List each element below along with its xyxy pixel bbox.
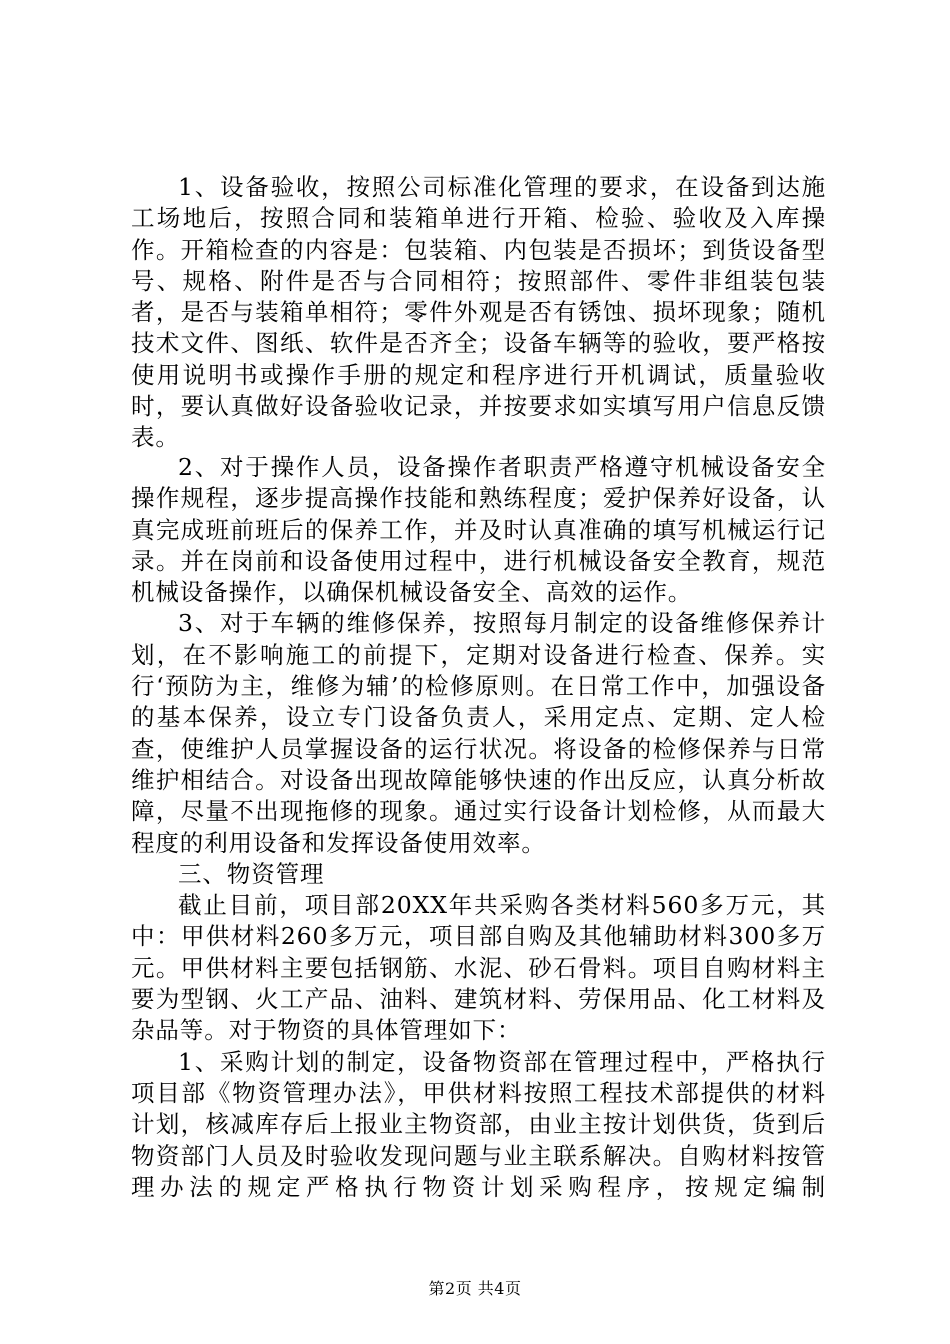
paragraph-procurement-summary: 截止目前，项目部20XX年共采购各类材料560多万元，其中：甲供材料260多万元，项目部自购及其他辅助材料300多万元。甲供材料主要包括钢筋、水泥、砂石骨料。项目自购材料主要为型钢、火工产品、油料、建筑材料、劳保用品、化工材料及杂品等。对于物资的具体管理如下： [131,891,826,1045]
text-block-operations-materials [131,452,826,1203]
paragraph-equipment-acceptance: 1、设备验收，按照公司标准化管理的要求，在设备到达施工场地后，按照合同和装箱单进行开箱、检验、验收及入库操作。开箱检查的内容是：包装箱、内包装是否损坏；到货设备型号、规格、附件是否与合同相符；按照部件、零件非组装包装者，是否与装箱单相符；零件外观是否有锈蚀、损坏现象；随机技术文件、图纸、软件是否齐全；设备车辆等的验收，要严格按使用说明书或操作手册的规定和程序进行开机调试，质量验收时，要认真做好设备验收记录，并按要求如实填写用户信息反馈表。 [131,173,826,452]
paragraph-procurement-plan: 1、采购计划的制定，设备物资部在管理过程中，严格执行项目部《物资管理办法》，甲供材料按照工程技术部提供的材料计划，核减库存后上报业主物资部，由业主按计划供货，货到后物资部门人员及时验收发现问题与业主联系解决。自购材料按管理办法的规定严格执行物资计划采购程序，按规定编制 [131,1047,826,1201]
paragraph-vehicle-maintenance: 3、对于车辆的维修保养，按照每月制定的设备维修保养计划，在不影响施工的前提下，定期对设备进行检查、保养。实行‘预防为主，维修为辅’的检修原则。在日常工作中，加强设备的基本保养，设立专门设备负责人，采用定点、定期、定人检查，使维护人员掌握设备的运行状况。将设备的检修保养与日常维护相结合。对设备出现故障能够快速的作出反应，认真分析故障，尽量不出现拖修的现象。通过实行设备计划检修，从而最大程度的利用设备和发挥设备使用效率。 [131,609,826,857]
text-block-equipment-acceptance [131,172,826,454]
paragraph-operators: 2、对于操作人员，设备操作者职责严格遵守机械设备安全操作规程，逐步提高操作技能和熟练程度；爱护保养好设备，认真完成班前班后的保养工作，并及时认真准确的填写机械运行记录。并在岗前和设备使用过程中，进行机械设备安全教育，规范机械设备操作，以确保机械设备安全、高效的运作。 [131,453,826,607]
section-heading-materials: 三、物资管理 [178,859,325,888]
page-footer: 第2页 共4页 [428,1279,522,1298]
